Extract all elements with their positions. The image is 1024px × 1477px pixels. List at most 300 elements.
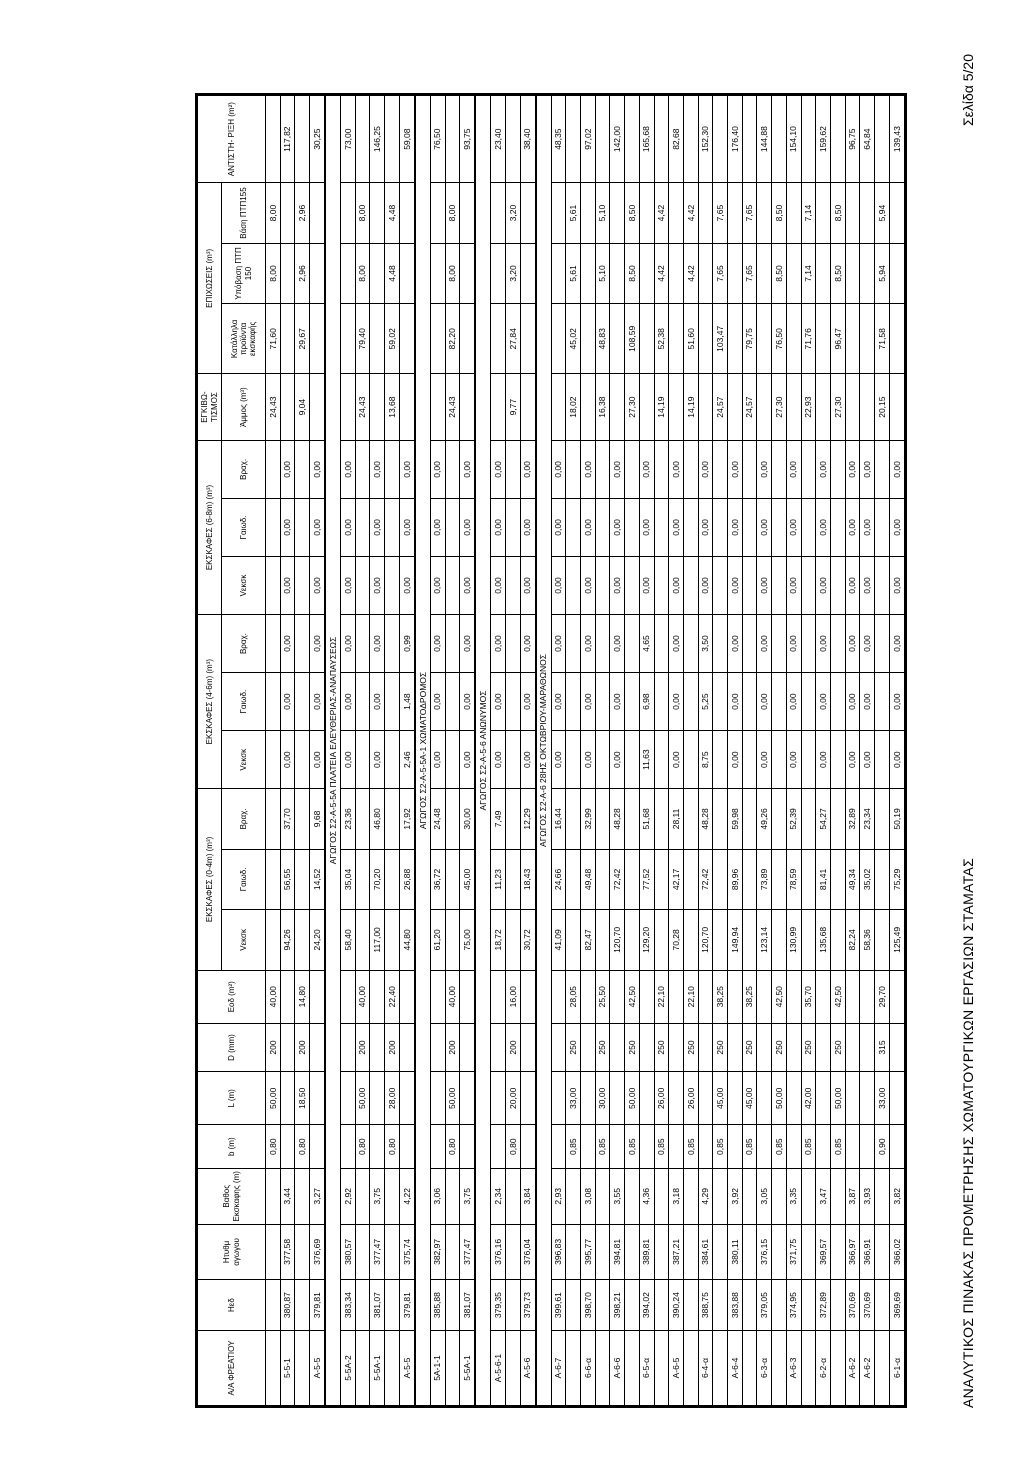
cell-b155 [669, 183, 684, 243]
cell-D [551, 1023, 566, 1071]
cell-g04: 35,02 [860, 849, 875, 909]
cell-v46: 8,75 [698, 731, 713, 789]
cell-b155 [728, 183, 743, 243]
cell-v68: 0,00 [816, 557, 831, 615]
cell-b68 [385, 440, 400, 498]
cell-b04: 16,44 [551, 789, 566, 849]
cell-area: 38,25 [713, 970, 728, 1023]
cell-ground: 375,74 [399, 1224, 414, 1280]
cell-b: 0,85 [625, 1125, 640, 1169]
cell-id: 6-3-α [757, 1331, 772, 1406]
cell-depth: 3,47 [816, 1168, 831, 1224]
cell-area [669, 970, 684, 1023]
cell-area [551, 970, 566, 1023]
cell-v04: 24,20 [310, 910, 325, 970]
cell-ned [566, 1280, 581, 1331]
cell-b155: 8,50 [772, 183, 787, 243]
cell-b46 [355, 615, 370, 673]
cell-ground [295, 1224, 310, 1280]
cell-b68 [875, 440, 890, 498]
cell-v46 [385, 731, 400, 789]
cell-v68 [566, 557, 581, 615]
cell-b46 [295, 615, 310, 673]
cell-area [460, 970, 475, 1023]
cell-b155: 3,20 [505, 183, 520, 243]
cell-L: 50,00 [830, 1072, 845, 1125]
cell-b [280, 1125, 295, 1169]
cell-b150: 7,14 [801, 243, 816, 303]
cell-g04 [566, 849, 581, 909]
cell-b150 [430, 243, 445, 303]
cell-ground: 369,57 [816, 1224, 831, 1280]
cell-b68: 0,00 [520, 440, 535, 498]
table-row [595, 96, 610, 1406]
cell-depth [355, 1168, 370, 1224]
header-suitable: Κατάλληλα προϊόντα εκσκαφής [222, 304, 266, 374]
cell-depth: 3,44 [280, 1168, 295, 1224]
cell-ned [595, 1280, 610, 1331]
cell-sand: 13,68 [385, 374, 400, 441]
cell-b150 [581, 243, 596, 303]
cell-v04: 94,26 [280, 910, 295, 970]
cell-b04 [801, 789, 816, 849]
section-row [536, 96, 551, 1406]
cell-g68: 0,00 [757, 498, 772, 556]
cell-v04 [772, 910, 787, 970]
cell-v46 [355, 731, 370, 789]
cell-v68: 0,00 [551, 557, 566, 615]
cell-ant: 82,68 [669, 96, 684, 183]
cell-b46: 0,00 [370, 615, 385, 673]
cell-sand [520, 374, 535, 441]
cell-b150: 8,50 [625, 243, 640, 303]
header-ned: Ηεδ [198, 1280, 266, 1331]
table-row [341, 96, 356, 1406]
cell-v68: 0,00 [310, 557, 325, 615]
cell-ant [683, 96, 698, 183]
cell-b155: 8,50 [625, 183, 640, 243]
cell-ground: 377,47 [460, 1224, 475, 1280]
table-row [845, 96, 860, 1406]
cell-suit [757, 304, 772, 374]
cell-area [816, 970, 831, 1023]
cell-v46 [742, 731, 757, 789]
cell-g46 [654, 673, 669, 731]
cell-L: 28,00 [385, 1072, 400, 1125]
cell-b150 [491, 243, 506, 303]
cell-ground [772, 1224, 787, 1280]
cell-depth: 3,06 [430, 1168, 445, 1224]
cell-ground [654, 1224, 669, 1280]
cell-b04: 52,39 [786, 789, 801, 849]
cell-g46: 0,00 [370, 673, 385, 731]
cell-area: 22,10 [654, 970, 669, 1023]
table-row [830, 96, 845, 1406]
header-b: b (m) [198, 1125, 266, 1169]
cell-b [581, 1125, 596, 1169]
cell-v68 [742, 557, 757, 615]
cell-g68 [595, 498, 610, 556]
cell-b68: 0,00 [280, 440, 295, 498]
cell-D: 315 [875, 1023, 890, 1071]
cell-id: A-5-6 [520, 1331, 535, 1406]
cell-b155 [370, 183, 385, 243]
cell-b [341, 1125, 356, 1169]
cell-L [698, 1072, 713, 1125]
cell-L: 42,00 [801, 1072, 816, 1125]
cell-suit: 71,58 [875, 304, 890, 374]
cell-D [698, 1023, 713, 1071]
cell-g46 [742, 673, 757, 731]
cell-v46: 0,00 [889, 731, 904, 789]
cell-b46: 0,00 [757, 615, 772, 673]
header-epix: ΕΠΙΧΩΣΕΙΣ (m³) [198, 183, 222, 374]
cell-depth: 3,55 [610, 1168, 625, 1224]
cell-b46 [595, 615, 610, 673]
cell-g68: 0,00 [491, 498, 506, 556]
cell-id [595, 1331, 610, 1406]
cell-b04: 24,48 [430, 789, 445, 849]
cell-ground: 389,81 [639, 1224, 654, 1280]
cell-ned: 372,89 [816, 1280, 831, 1331]
section-title: ΑΓΩΓΟΣ Σ2-Α-5-5Α-1 ΧΩΜΑΤΟΔΡΟΜΟΣ [415, 96, 430, 1406]
cell-b46: 0,99 [399, 615, 414, 673]
cell-depth: 4,22 [399, 1168, 414, 1224]
cell-sand [610, 374, 625, 441]
cell-v04: 123,14 [757, 910, 772, 970]
cell-suit [341, 304, 356, 374]
header-antistirixi: ΑΝΤΙΣΤΗ- ΡΙΞΗ (m²) [198, 96, 266, 183]
cell-D [430, 1023, 445, 1071]
cell-id: A-6-3 [786, 1331, 801, 1406]
cell-ned: 399,61 [551, 1280, 566, 1331]
cell-g46 [625, 673, 640, 731]
cell-area [399, 970, 414, 1023]
cell-ant: 144,88 [757, 96, 772, 183]
cell-v04: 130,99 [786, 910, 801, 970]
cell-v68 [683, 557, 698, 615]
cell-b04: 23,36 [341, 789, 356, 849]
header-egkibo: ΕΓΚΙΒΩ- ΤΙΣΜΟΣ [198, 374, 222, 441]
cell-b150: 7,65 [713, 243, 728, 303]
cell-v68 [830, 557, 845, 615]
cell-b150 [370, 243, 385, 303]
cell-sand [757, 374, 772, 441]
cell-v04: 41,09 [551, 910, 566, 970]
cell-b: 0,85 [595, 1125, 610, 1169]
cell-v46: 0,00 [430, 731, 445, 789]
cell-D: 200 [505, 1023, 520, 1071]
cell-v04: 82,24 [845, 910, 860, 970]
cell-ground [683, 1224, 698, 1280]
cell-area: 40,00 [355, 970, 370, 1023]
cell-D [370, 1023, 385, 1071]
cell-b155 [280, 183, 295, 243]
cell-v68 [505, 557, 520, 615]
cell-D [460, 1023, 475, 1071]
cell-suit: 51,60 [683, 304, 698, 374]
cell-v68: 0,00 [860, 557, 875, 615]
cell-id: A-5-5 [399, 1331, 414, 1406]
cell-b150 [860, 243, 875, 303]
cell-sand [341, 374, 356, 441]
cell-g46 [875, 673, 890, 731]
cell-sand [728, 374, 743, 441]
cell-g68 [266, 498, 281, 556]
cell-ned: 383,88 [728, 1280, 743, 1331]
cell-g04 [295, 849, 310, 909]
cell-b150: 3,20 [505, 243, 520, 303]
cell-b46: 0,00 [491, 615, 506, 673]
cell-depth [505, 1168, 520, 1224]
cell-ant [385, 96, 400, 183]
cell-b155 [581, 183, 596, 243]
cell-b155: 5,61 [566, 183, 581, 243]
section-title: ΑΓΩΓΟΣ Σ2-Α-5-5Α ΠΛΑΤΕΙΑ ΕΛΕΥΘΕΡΙΑΣ-ΑΝΑΠΑΥΣΕΩΣ [325, 96, 340, 1406]
cell-b04: 23,34 [860, 789, 875, 849]
cell-ground: 377,47 [370, 1224, 385, 1280]
cell-g46: 0,00 [816, 673, 831, 731]
table-row [295, 96, 310, 1406]
cell-b155 [889, 183, 904, 243]
cell-ant [295, 96, 310, 183]
cell-b: 0,80 [385, 1125, 400, 1169]
cell-b46: 0,00 [341, 615, 356, 673]
cell-L [280, 1072, 295, 1125]
cell-g04: 24,66 [551, 849, 566, 909]
cell-D [889, 1023, 904, 1071]
cell-b68: 0,00 [581, 440, 596, 498]
cell-ground: 384,61 [698, 1224, 713, 1280]
cell-depth: 3,27 [310, 1168, 325, 1224]
cell-b150 [639, 243, 654, 303]
cell-id [742, 1331, 757, 1406]
cell-v46: 0,00 [520, 731, 535, 789]
cell-depth: 4,36 [639, 1168, 654, 1224]
cell-b [370, 1125, 385, 1169]
cell-v04 [385, 910, 400, 970]
cell-g04: 56,55 [280, 849, 295, 909]
cell-suit: 48,83 [595, 304, 610, 374]
cell-D: 250 [654, 1023, 669, 1071]
cell-g04: 14,52 [310, 849, 325, 909]
cell-b04: 46,80 [370, 789, 385, 849]
cell-b150 [757, 243, 772, 303]
cell-v68 [385, 557, 400, 615]
cell-b46 [566, 615, 581, 673]
cell-g46: 0,00 [669, 673, 684, 731]
table-row [713, 96, 728, 1406]
cell-id: 6-4-α [698, 1331, 713, 1406]
cell-v46: 0,00 [370, 731, 385, 789]
cell-b155: 4,42 [654, 183, 669, 243]
cell-b46: 0,00 [551, 615, 566, 673]
cell-depth [654, 1168, 669, 1224]
table-row [370, 96, 385, 1406]
cell-b: 0,85 [654, 1125, 669, 1169]
cell-ground [595, 1224, 610, 1280]
cell-b150: 4,42 [683, 243, 698, 303]
cell-ant: 152,30 [698, 96, 713, 183]
cell-area [491, 970, 506, 1023]
cell-v04 [566, 910, 581, 970]
cell-b04: 49,26 [757, 789, 772, 849]
cell-ground: 376,15 [757, 1224, 772, 1280]
cell-b150: 8,00 [445, 243, 460, 303]
cell-b68: 0,00 [639, 440, 654, 498]
header-vol-68: Vεκσκ [222, 557, 266, 615]
cell-v46: 0,00 [669, 731, 684, 789]
cell-ant [772, 96, 787, 183]
cell-id [505, 1331, 520, 1406]
cell-depth [625, 1168, 640, 1224]
cell-suit [728, 304, 743, 374]
cell-b: 0,85 [772, 1125, 787, 1169]
cell-b68: 0,00 [610, 440, 625, 498]
cell-v68 [625, 557, 640, 615]
cell-suit: 71,60 [266, 304, 281, 374]
cell-b150 [520, 243, 535, 303]
cell-v04: 44,80 [399, 910, 414, 970]
cell-L: 50,00 [445, 1072, 460, 1125]
cell-D: 250 [595, 1023, 610, 1071]
cell-v04 [625, 910, 640, 970]
cell-b04 [445, 789, 460, 849]
cell-b150 [845, 243, 860, 303]
cell-ground [625, 1224, 640, 1280]
cell-id [801, 1331, 816, 1406]
cell-L: 50,00 [355, 1072, 370, 1125]
cell-g46 [801, 673, 816, 731]
cell-ant: 97,02 [581, 96, 596, 183]
cell-g46 [295, 673, 310, 731]
header-soil-04: Γαιωδ. [222, 849, 266, 909]
cell-v46 [654, 731, 669, 789]
cell-b68: 0,00 [786, 440, 801, 498]
cell-ned: 369,69 [889, 1280, 904, 1331]
cell-L: 50,00 [625, 1072, 640, 1125]
cell-suit: 82,20 [445, 304, 460, 374]
cell-area [860, 970, 875, 1023]
cell-v68 [445, 557, 460, 615]
cell-D: 250 [625, 1023, 640, 1071]
cell-b46: 0,00 [280, 615, 295, 673]
cell-id: A-6-7 [551, 1331, 566, 1406]
cell-id: A-5-5 [310, 1331, 325, 1406]
cell-b [520, 1125, 535, 1169]
cell-D [341, 1023, 356, 1071]
cell-id [683, 1331, 698, 1406]
cell-v68: 0,00 [370, 557, 385, 615]
cell-D [757, 1023, 772, 1071]
cell-v46 [801, 731, 816, 789]
cell-sand [786, 374, 801, 441]
cell-b68: 0,00 [728, 440, 743, 498]
cell-v68: 0,00 [728, 557, 743, 615]
cell-b68: 0,00 [370, 440, 385, 498]
cell-suit: 27,84 [505, 304, 520, 374]
cell-b150 [669, 243, 684, 303]
cell-ned: 379,81 [310, 1280, 325, 1331]
cell-suit: 108,59 [625, 304, 640, 374]
cell-b155: 2,96 [295, 183, 310, 243]
cell-b150 [610, 243, 625, 303]
cell-v46 [566, 731, 581, 789]
cell-b [610, 1125, 625, 1169]
header-vol-04: Vεκσκ [222, 910, 266, 970]
cell-g68 [445, 498, 460, 556]
cell-b150: 4,42 [654, 243, 669, 303]
cell-ground [505, 1224, 520, 1280]
cell-ant: 165,68 [639, 96, 654, 183]
cell-sand: 14,19 [654, 374, 669, 441]
cell-D [581, 1023, 596, 1071]
cell-L: 33,00 [875, 1072, 890, 1125]
cell-g68: 0,00 [551, 498, 566, 556]
cell-depth: 3,84 [520, 1168, 535, 1224]
cell-g68 [683, 498, 698, 556]
cell-L [610, 1072, 625, 1125]
cell-ned [713, 1280, 728, 1331]
cell-sand: 24,57 [742, 374, 757, 441]
cell-b46: 4,65 [639, 615, 654, 673]
cell-id [295, 1331, 310, 1406]
cell-g68: 0,00 [889, 498, 904, 556]
cell-v04 [742, 910, 757, 970]
page-number: Σελίδα 5/20 [960, 54, 976, 127]
table-row [728, 96, 743, 1406]
cell-area [889, 970, 904, 1023]
cell-ground: 396,83 [551, 1224, 566, 1280]
cell-g68: 0,00 [610, 498, 625, 556]
cell-v46 [683, 731, 698, 789]
cell-g04: 78,59 [786, 849, 801, 909]
earthworks-table [195, 93, 907, 1408]
cell-b46 [266, 615, 281, 673]
cell-depth: 3,75 [370, 1168, 385, 1224]
cell-sand [581, 374, 596, 441]
cell-g04 [742, 849, 757, 909]
cell-b [310, 1125, 325, 1169]
cell-D: 250 [801, 1023, 816, 1071]
cell-b68: 0,00 [430, 440, 445, 498]
cell-suit: 29,67 [295, 304, 310, 374]
cell-b46 [683, 615, 698, 673]
cell-ned [385, 1280, 400, 1331]
cell-area: 22,10 [683, 970, 698, 1023]
cell-v04: 61,20 [430, 910, 445, 970]
header-base150: Υπόβαση ΠΤΠ 150 [222, 243, 266, 303]
cell-b150: 8,00 [355, 243, 370, 303]
section-title: ΑΓΩΓΟΣ Σ2-Α-6 28ΗΣ ΟΚΤΩΒΡΙΟΥ-ΜΑΡΑΘΩΝΟΣ [536, 96, 551, 1406]
cell-v68: 0,00 [520, 557, 535, 615]
cell-sand [310, 374, 325, 441]
cell-id [875, 1331, 890, 1406]
cell-b04 [654, 789, 669, 849]
cell-L [860, 1072, 875, 1125]
cell-suit [399, 304, 414, 374]
cell-v04: 149,94 [728, 910, 743, 970]
cell-ground: 395,77 [581, 1224, 596, 1280]
table-row [430, 96, 445, 1406]
cell-b [816, 1125, 831, 1169]
cell-g46: 0,00 [551, 673, 566, 731]
cell-L [491, 1072, 506, 1125]
cell-area [698, 970, 713, 1023]
cell-b: 0,80 [355, 1125, 370, 1169]
cell-g68 [772, 498, 787, 556]
cell-v04: 120,70 [610, 910, 625, 970]
